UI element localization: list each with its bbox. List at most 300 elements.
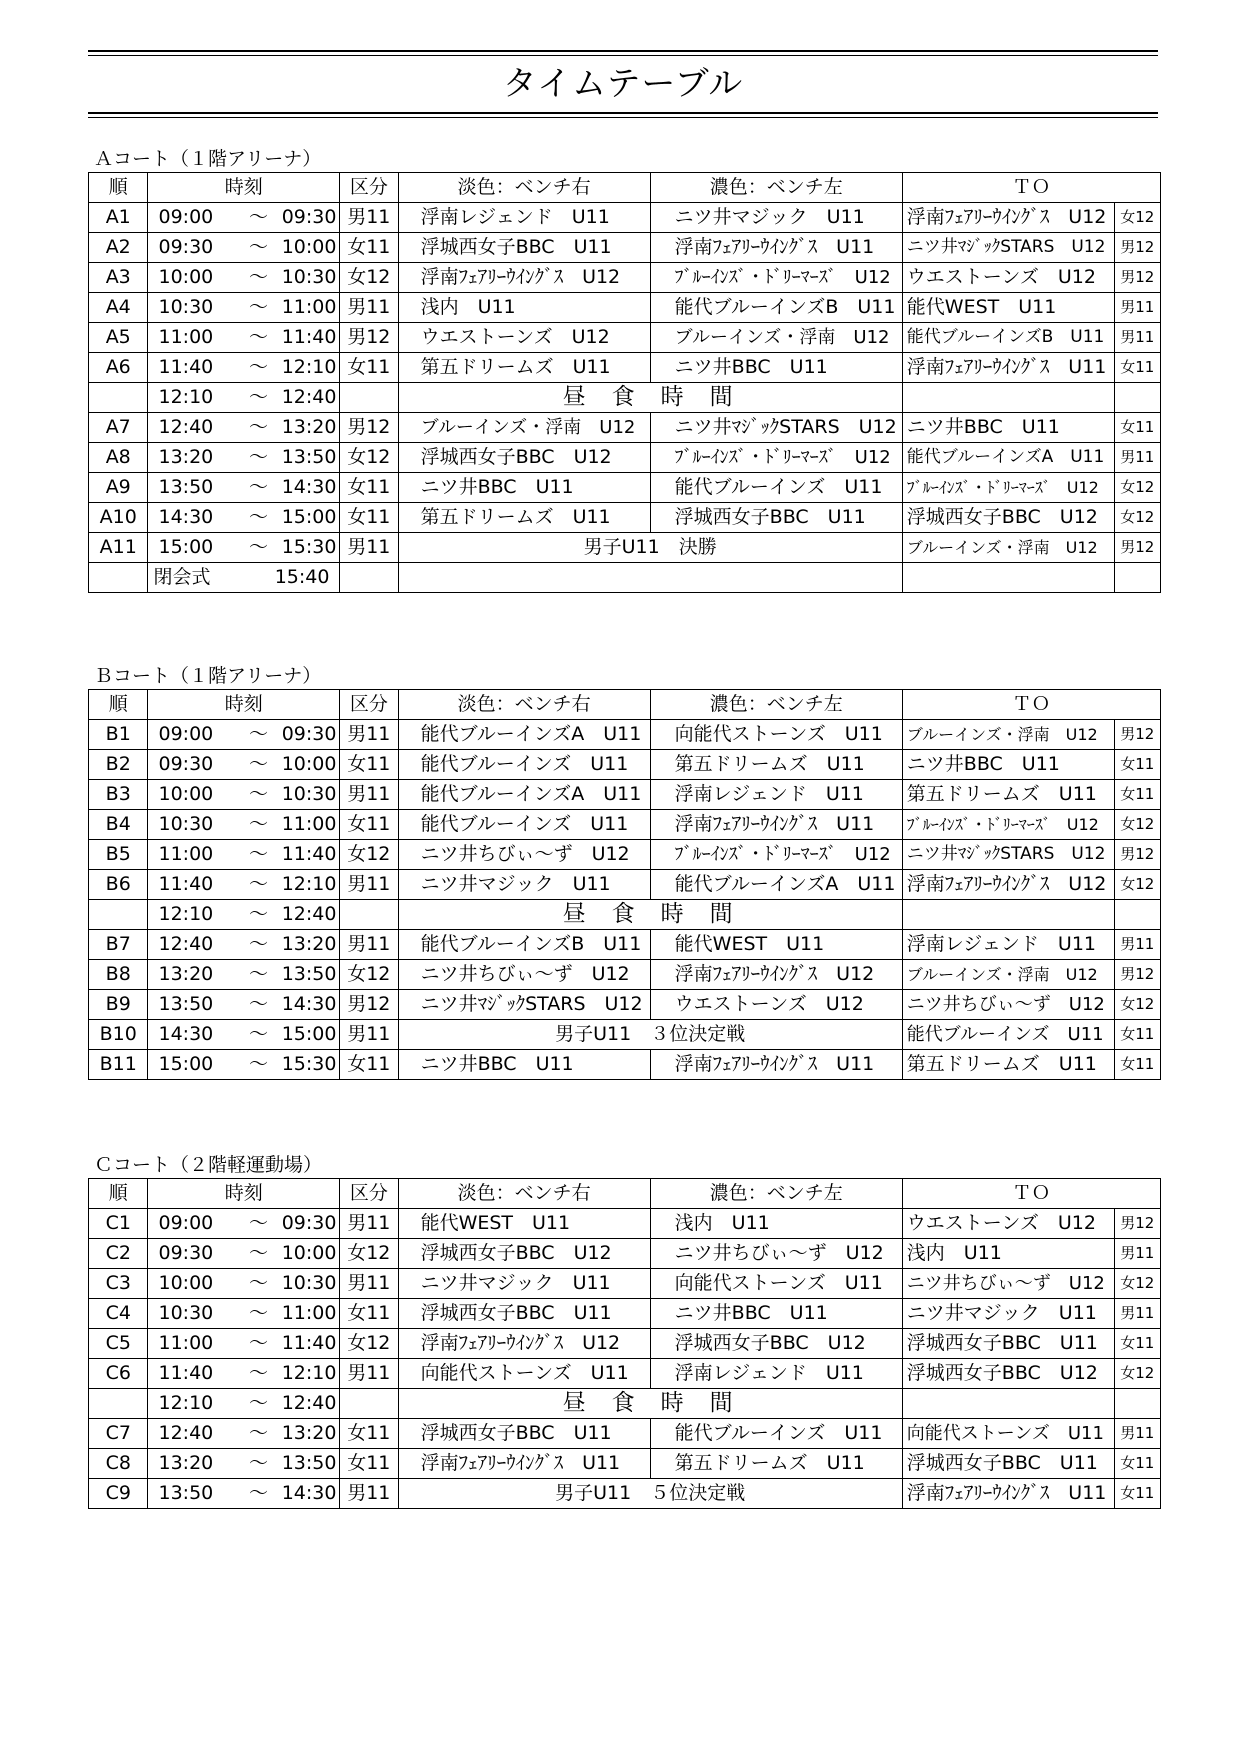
- to-division: 女12: [1114, 1269, 1160, 1299]
- light-team: 浮城西女子BBC U11: [398, 1419, 650, 1449]
- lunch-row: [89, 1389, 1161, 1419]
- division: 女12: [340, 263, 398, 293]
- light-team: 浮南レジェンド U11: [398, 203, 650, 233]
- match-row: [89, 293, 1161, 323]
- time-from: 13:50: [158, 1482, 214, 1504]
- division: 男11: [340, 1479, 398, 1509]
- header-time: 時刻: [148, 690, 340, 720]
- to-division: 女11: [1114, 1050, 1160, 1080]
- court-b-section: [88, 663, 1161, 1080]
- dark-team: 向能代ストーンズ U11: [650, 1269, 902, 1299]
- to-division: 女12: [1114, 203, 1160, 233]
- to-team: ニツ井マジック U11: [902, 1299, 1114, 1329]
- match-row: [89, 840, 1161, 870]
- division: 女11: [340, 1050, 398, 1080]
- empty-cell: [902, 900, 1114, 930]
- time-separator: ～: [248, 206, 268, 228]
- time-to: 11:00: [281, 296, 337, 318]
- to-team: 能代WEST U11: [902, 293, 1114, 323]
- match-row: [89, 1449, 1161, 1479]
- page-title: タイムテーブル: [502, 64, 744, 104]
- match-row: [89, 473, 1161, 503]
- time-to: 13:20: [281, 933, 337, 955]
- division: 男11: [340, 720, 398, 750]
- empty-cell: [340, 383, 398, 413]
- to-division: 男12: [1114, 233, 1160, 263]
- to-division: 女11: [1114, 780, 1160, 810]
- time-cell: [148, 1269, 340, 1299]
- time-separator: ～: [248, 1023, 268, 1045]
- time-to: 10:30: [281, 266, 337, 288]
- time-to: 12:10: [281, 356, 337, 378]
- to-division: 男12: [1114, 720, 1160, 750]
- time-cell: [148, 473, 340, 503]
- time-from: 09:00: [158, 206, 214, 228]
- to-division: 男11: [1114, 1239, 1160, 1269]
- light-team: 能代ブルーインズA U11: [398, 780, 650, 810]
- time-from: 09:30: [158, 1242, 214, 1264]
- match-number: B3: [89, 780, 148, 810]
- division: 女12: [340, 1329, 398, 1359]
- to-team: ニツ井ﾏｼﾞｯｸSTARS U12: [902, 233, 1114, 263]
- match-row: [89, 413, 1161, 443]
- time-from: 11:00: [158, 1332, 214, 1354]
- empty-cell: [1114, 1389, 1160, 1419]
- header-to: ＴＯ: [902, 690, 1160, 720]
- time-cell: [148, 1239, 340, 1269]
- time-cell: [148, 1050, 340, 1080]
- time-cell: [148, 870, 340, 900]
- time-to: 11:40: [281, 326, 337, 348]
- header-division: 区分: [340, 690, 398, 720]
- match-number: A1: [89, 203, 148, 233]
- header-row: [89, 1179, 1161, 1209]
- dark-team: 能代ブルーインズB U11: [650, 293, 902, 323]
- court-label: Ｃコート（２階軽運動場）: [94, 1154, 323, 1176]
- dark-team: ブルーインズ・浮南 U12: [650, 323, 902, 353]
- to-division: 女11: [1114, 1020, 1160, 1050]
- court-label: Ａコート（１階アリーナ）: [94, 148, 322, 170]
- time-from: 13:50: [158, 993, 214, 1015]
- time-cell: [148, 383, 340, 413]
- light-team: 浮城西女子BBC U12: [398, 1239, 650, 1269]
- time-separator: ～: [248, 753, 268, 775]
- dark-team: ニツ井BBC U11: [650, 1299, 902, 1329]
- time-cell: [148, 840, 340, 870]
- time-cell: [148, 900, 340, 930]
- header-no: 順: [89, 690, 148, 720]
- to-team: ブルーインズ・浮南 U12: [902, 720, 1114, 750]
- match-row: [89, 720, 1161, 750]
- match-number: A3: [89, 263, 148, 293]
- to-division: 女11: [1114, 1479, 1160, 1509]
- light-team: ニツ井ちびぃ～ず U12: [398, 840, 650, 870]
- to-division: 男12: [1114, 263, 1160, 293]
- to-team: 浮城西女子BBC U12: [902, 503, 1114, 533]
- time-cell: [148, 960, 340, 990]
- time-to: 13:50: [281, 1452, 337, 1474]
- division: 女12: [340, 960, 398, 990]
- empty-cell: [340, 563, 398, 593]
- time-separator: ～: [248, 843, 268, 865]
- time-from: 10:00: [158, 783, 214, 805]
- time-to: 09:30: [281, 723, 337, 745]
- light-team: 浅内 U11: [398, 293, 650, 323]
- light-team: 能代ブルーインズ U11: [398, 750, 650, 780]
- match-row: [89, 810, 1161, 840]
- closing-time: 15:40: [274, 566, 330, 588]
- time-from: 14:30: [158, 506, 214, 528]
- time-separator: ～: [248, 236, 268, 258]
- time-to: 11:40: [281, 1332, 337, 1354]
- dark-team: ニツ井マジック U11: [650, 203, 902, 233]
- empty-cell: [902, 563, 1114, 593]
- header-to: ＴＯ: [902, 173, 1160, 203]
- match-row: [89, 750, 1161, 780]
- division: 男11: [340, 203, 398, 233]
- match-row: [89, 503, 1161, 533]
- header-time: 時刻: [148, 1179, 340, 1209]
- time-separator: ～: [248, 813, 268, 835]
- time-from: 11:00: [158, 843, 214, 865]
- to-team: ウエストーンズ U12: [902, 1209, 1114, 1239]
- match-number: C6: [89, 1359, 148, 1389]
- closing-cell: [148, 563, 340, 593]
- to-division: 女12: [1114, 810, 1160, 840]
- time-separator: ～: [248, 1272, 268, 1294]
- to-team: ニツ井ﾏｼﾞｯｸSTARS U12: [902, 840, 1114, 870]
- light-team: 向能代ストーンズ U11: [398, 1359, 650, 1389]
- time-from: 09:00: [158, 723, 214, 745]
- time-to: 12:40: [281, 386, 337, 408]
- to-division: 男12: [1114, 840, 1160, 870]
- to-team: 浮南ﾌｪｱﾘｰｳｲﾝｸﾞｽ U12: [902, 203, 1114, 233]
- light-team: ニツ井ちびぃ～ず U12: [398, 960, 650, 990]
- light-team: 浮南ﾌｪｱﾘｰｳｲﾝｸﾞｽ U11: [398, 1449, 650, 1479]
- match-row: [89, 1239, 1161, 1269]
- timetable-court-c: [88, 1178, 1161, 1509]
- light-team: 浮城西女子BBC U11: [398, 233, 650, 263]
- header-dark: 濃色：ベンチ左: [650, 690, 902, 720]
- empty-cell: [1114, 383, 1160, 413]
- time-from: 09:00: [158, 1212, 214, 1234]
- division: 男11: [340, 780, 398, 810]
- to-team: 向能代ストーンズ U11: [902, 1419, 1114, 1449]
- time-from: 15:00: [158, 1053, 214, 1075]
- time-from: 10:30: [158, 813, 214, 835]
- to-team: ﾌﾞﾙｰｲﾝｽﾞ・ﾄﾞﾘｰﾏｰｽﾞ U12: [902, 810, 1114, 840]
- dark-team: ﾌﾞﾙｰｲﾝｽﾞ・ﾄﾞﾘｰﾏｰｽﾞ U12: [650, 263, 902, 293]
- match-row: [89, 353, 1161, 383]
- dark-team: 向能代ストーンズ U11: [650, 720, 902, 750]
- division: 女11: [340, 1299, 398, 1329]
- time-from: 10:30: [158, 296, 214, 318]
- match-number: B11: [89, 1050, 148, 1080]
- to-division: 女12: [1114, 1359, 1160, 1389]
- division: 男11: [340, 1359, 398, 1389]
- time-from: 09:30: [158, 753, 214, 775]
- time-from: 12:10: [158, 1392, 214, 1414]
- closing-label: 閉会式: [153, 566, 211, 588]
- dark-team: 浮城西女子BBC U11: [650, 503, 902, 533]
- final-match-label: 男子U11 ５位決定戦: [398, 1479, 902, 1509]
- match-number: B1: [89, 720, 148, 750]
- light-team: ニツ井マジック U11: [398, 870, 650, 900]
- time-cell: [148, 750, 340, 780]
- time-to: 10:30: [281, 783, 337, 805]
- time-to: 10:30: [281, 1272, 337, 1294]
- time-separator: ～: [248, 963, 268, 985]
- to-division: 女12: [1114, 503, 1160, 533]
- time-cell: [148, 263, 340, 293]
- to-division: 女12: [1114, 473, 1160, 503]
- time-from: 13:20: [158, 1452, 214, 1474]
- dark-team: 浮南ﾌｪｱﾘｰｳｲﾝｸﾞｽ U12: [650, 960, 902, 990]
- light-team: 第五ドリームズ U11: [398, 353, 650, 383]
- match-row: [89, 1419, 1161, 1449]
- time-to: 14:30: [281, 993, 337, 1015]
- time-to: 14:30: [281, 476, 337, 498]
- time-separator: ～: [248, 1392, 268, 1414]
- time-separator: ～: [248, 296, 268, 318]
- to-team: ニツ井ちびぃ～ず U12: [902, 1269, 1114, 1299]
- division: 女11: [340, 503, 398, 533]
- time-to: 13:50: [281, 963, 337, 985]
- time-to: 12:10: [281, 873, 337, 895]
- time-separator: ～: [248, 386, 268, 408]
- to-division: 女11: [1114, 1449, 1160, 1479]
- header-row: [89, 690, 1161, 720]
- header-dark: 濃色：ベンチ左: [650, 1179, 902, 1209]
- time-cell: [148, 1020, 340, 1050]
- to-division: 男12: [1114, 533, 1160, 563]
- to-team: 浮南レジェンド U11: [902, 930, 1114, 960]
- match-number: C1: [89, 1209, 148, 1239]
- time-to: 15:30: [281, 1053, 337, 1075]
- match-number: C8: [89, 1449, 148, 1479]
- lunch-label: 昼食時間: [398, 383, 902, 413]
- match-number: B7: [89, 930, 148, 960]
- time-from: 12:10: [158, 903, 214, 925]
- match-row: [89, 443, 1161, 473]
- time-separator: ～: [248, 933, 268, 955]
- match-row: [89, 233, 1161, 263]
- time-to: 11:00: [281, 1302, 337, 1324]
- match-row: [89, 323, 1161, 353]
- header-no: 順: [89, 1179, 148, 1209]
- light-team: 第五ドリームズ U11: [398, 503, 650, 533]
- light-team: ニツ井ﾏｼﾞｯｸSTARS U12: [398, 990, 650, 1020]
- to-division: 女11: [1114, 1329, 1160, 1359]
- match-row: [89, 1269, 1161, 1299]
- timetable-court-a: [88, 172, 1161, 593]
- time-from: 12:10: [158, 386, 214, 408]
- to-division: 男12: [1114, 1209, 1160, 1239]
- empty-cell: [902, 383, 1114, 413]
- time-to: 11:00: [281, 813, 337, 835]
- dark-team: 能代ブルーインズ U11: [650, 1419, 902, 1449]
- division: 女11: [340, 1449, 398, 1479]
- match-number: A8: [89, 443, 148, 473]
- division: 男12: [340, 323, 398, 353]
- match-number: A7: [89, 413, 148, 443]
- dark-team: 第五ドリームズ U11: [650, 750, 902, 780]
- to-team: 第五ドリームズ U11: [902, 780, 1114, 810]
- to-team: 第五ドリームズ U11: [902, 1050, 1114, 1080]
- match-row: [89, 203, 1161, 233]
- match-number: B2: [89, 750, 148, 780]
- time-separator: ～: [248, 446, 268, 468]
- to-team: 浮南ﾌｪｱﾘｰｳｲﾝｸﾞｽ U11: [902, 353, 1114, 383]
- time-from: 10:30: [158, 1302, 214, 1324]
- time-separator: ～: [248, 903, 268, 925]
- match-row: [89, 1479, 1161, 1509]
- time-separator: ～: [248, 723, 268, 745]
- division: 女12: [340, 840, 398, 870]
- dark-team: 浮南ﾌｪｱﾘｰｳｲﾝｸﾞｽ U11: [650, 233, 902, 263]
- time-cell: [148, 1299, 340, 1329]
- division: 女11: [340, 750, 398, 780]
- dark-team: ウエストーンズ U12: [650, 990, 902, 1020]
- time-to: 14:30: [281, 1482, 337, 1504]
- empty-cell: [89, 383, 148, 413]
- header-division: 区分: [340, 173, 398, 203]
- light-team: ウエストーンズ U12: [398, 323, 650, 353]
- match-number: A11: [89, 533, 148, 563]
- time-from: 13:50: [158, 476, 214, 498]
- dark-team: ﾌﾞﾙｰｲﾝｽﾞ・ﾄﾞﾘｰﾏｰｽﾞ U12: [650, 443, 902, 473]
- empty-cell: [89, 563, 148, 593]
- time-separator: ～: [248, 476, 268, 498]
- division: 男11: [340, 1020, 398, 1050]
- division: 女12: [340, 1239, 398, 1269]
- to-team: ウエストーンズ U12: [902, 263, 1114, 293]
- match-number: C3: [89, 1269, 148, 1299]
- time-to: 09:30: [281, 1212, 337, 1234]
- time-to: 15:00: [281, 506, 337, 528]
- to-team: 浮南ﾌｪｱﾘｰｳｲﾝｸﾞｽ U11: [902, 1479, 1114, 1509]
- dark-team: ニツ井ちびぃ～ず U12: [650, 1239, 902, 1269]
- header-time: 時刻: [148, 173, 340, 203]
- light-team: ニツ井BBC U11: [398, 1050, 650, 1080]
- to-division: 女11: [1114, 353, 1160, 383]
- header-to: ＴＯ: [902, 1179, 1160, 1209]
- to-division: 男11: [1114, 930, 1160, 960]
- empty-cell: [398, 563, 902, 593]
- match-number: B8: [89, 960, 148, 990]
- to-team: ニツ井ちびぃ～ず U12: [902, 990, 1114, 1020]
- time-to: 09:30: [281, 206, 337, 228]
- to-team: 能代ブルーインズA U11: [902, 443, 1114, 473]
- time-separator: ～: [248, 1482, 268, 1504]
- to-team: ブルーインズ・浮南 U12: [902, 960, 1114, 990]
- header-dark: 濃色：ベンチ左: [650, 173, 902, 203]
- match-row: [89, 1209, 1161, 1239]
- dark-team: ニツ井ﾏｼﾞｯｸSTARS U12: [650, 413, 902, 443]
- time-separator: ～: [248, 506, 268, 528]
- match-number: A4: [89, 293, 148, 323]
- match-number: C4: [89, 1299, 148, 1329]
- light-team: 浮南ﾌｪｱﾘｰｳｲﾝｸﾞｽ U12: [398, 1329, 650, 1359]
- time-to: 13:20: [281, 1422, 337, 1444]
- light-team: 能代ブルーインズ U11: [398, 810, 650, 840]
- time-from: 13:20: [158, 963, 214, 985]
- time-separator: ～: [248, 783, 268, 805]
- empty-cell: [1114, 563, 1160, 593]
- division: 男11: [340, 1209, 398, 1239]
- header-light: 淡色：ベンチ右: [398, 173, 650, 203]
- match-row: [89, 960, 1161, 990]
- time-cell: [148, 810, 340, 840]
- match-row: [89, 930, 1161, 960]
- to-division: 男11: [1114, 1419, 1160, 1449]
- to-division: 男11: [1114, 1299, 1160, 1329]
- time-from: 11:00: [158, 326, 214, 348]
- dark-team: 浮南レジェンド U11: [650, 1359, 902, 1389]
- to-team: 能代ブルーインズ U11: [902, 1020, 1114, 1050]
- time-separator: ～: [248, 416, 268, 438]
- time-to: 10:00: [281, 1242, 337, 1264]
- time-separator: ～: [248, 993, 268, 1015]
- match-row: [89, 870, 1161, 900]
- title-top-rule: [88, 50, 1158, 52]
- to-team: ニツ井BBC U11: [902, 413, 1114, 443]
- division: 女11: [340, 810, 398, 840]
- time-cell: [148, 323, 340, 353]
- to-team: ニツ井BBC U11: [902, 750, 1114, 780]
- dark-team: ﾌﾞﾙｰｲﾝｽﾞ・ﾄﾞﾘｰﾏｰｽﾞ U12: [650, 840, 902, 870]
- time-separator: ～: [248, 1242, 268, 1264]
- time-from: 12:40: [158, 933, 214, 955]
- empty-cell: [340, 1389, 398, 1419]
- time-from: 15:00: [158, 536, 214, 558]
- empty-cell: [1114, 900, 1160, 930]
- dark-team: 浮城西女子BBC U12: [650, 1329, 902, 1359]
- match-number: A2: [89, 233, 148, 263]
- time-cell: [148, 1419, 340, 1449]
- time-separator: ～: [248, 1302, 268, 1324]
- division: 男11: [340, 533, 398, 563]
- time-to: 13:50: [281, 446, 337, 468]
- court-label: Ｂコート（１階アリーナ）: [94, 665, 322, 687]
- to-team: 能代ブルーインズB U11: [902, 323, 1114, 353]
- match-number: C7: [89, 1419, 148, 1449]
- empty-cell: [902, 1389, 1114, 1419]
- time-separator: ～: [248, 1053, 268, 1075]
- to-division: 女11: [1114, 750, 1160, 780]
- dark-team: 浮南ﾌｪｱﾘｰｳｲﾝｸﾞｽ U11: [650, 810, 902, 840]
- to-division: 女11: [1114, 413, 1160, 443]
- division: 女11: [340, 353, 398, 383]
- time-cell: [148, 1479, 340, 1509]
- match-number: B10: [89, 1020, 148, 1050]
- header-light: 淡色：ベンチ右: [398, 690, 650, 720]
- match-row: [89, 1299, 1161, 1329]
- division: 女11: [340, 1419, 398, 1449]
- match-number: A9: [89, 473, 148, 503]
- dark-team: 浅内 U11: [650, 1209, 902, 1239]
- title-bottom-rule: [88, 112, 1158, 114]
- time-cell: [148, 1389, 340, 1419]
- to-team: 浮城西女子BBC U11: [902, 1329, 1114, 1359]
- match-number: A10: [89, 503, 148, 533]
- time-to: 12:40: [281, 903, 337, 925]
- empty-cell: [89, 900, 148, 930]
- match-number: A5: [89, 323, 148, 353]
- time-cell: [148, 503, 340, 533]
- timetable-court-b: [88, 689, 1161, 1080]
- lunch-row: [89, 900, 1161, 930]
